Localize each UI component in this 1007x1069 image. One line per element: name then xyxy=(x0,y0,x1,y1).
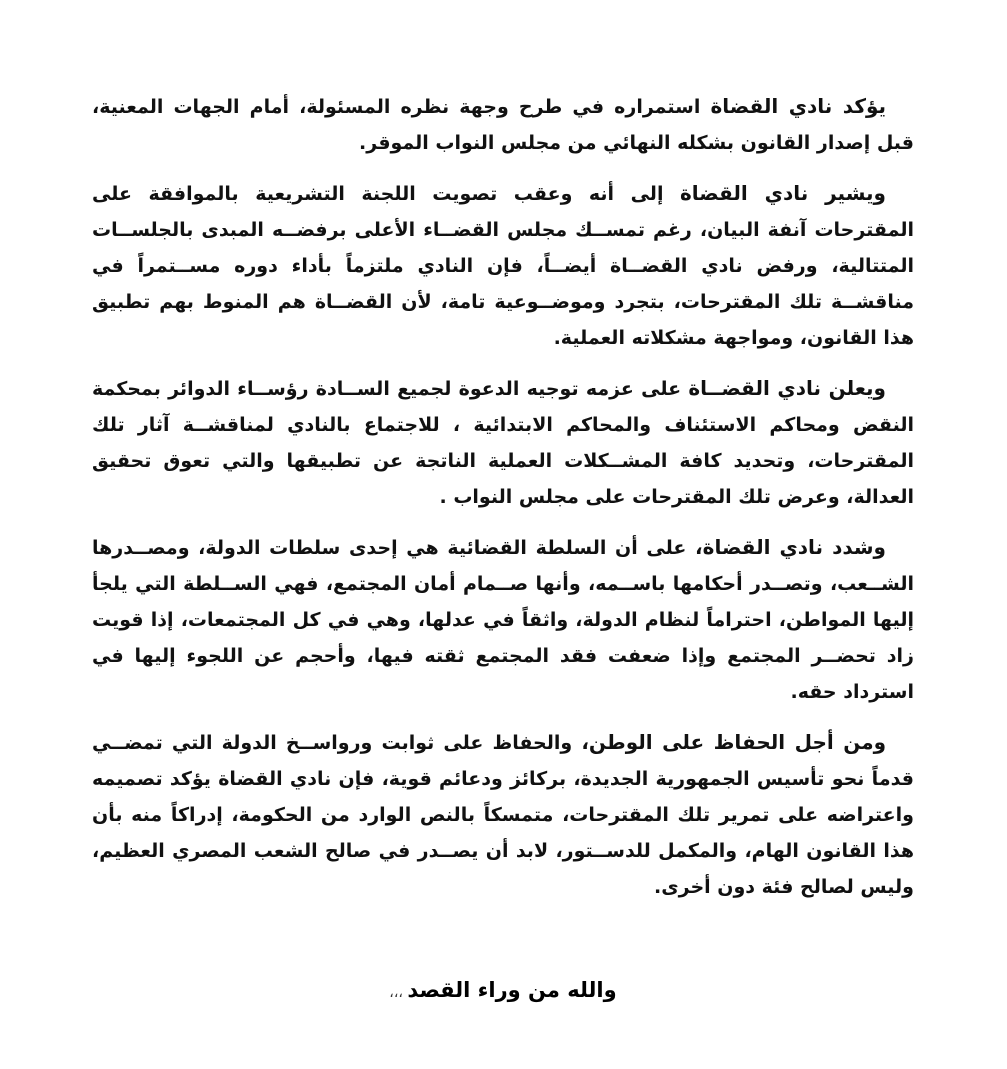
closing-text: والله من وراء القصد xyxy=(407,978,617,1002)
paragraph-2 xyxy=(92,175,914,356)
closing-line xyxy=(92,972,914,1011)
paragraph-5-lead: ومن أجل الحفاظ على الوطن، xyxy=(581,730,887,754)
paragraph-3-text: على عزمه توجيه الدعوة لجميع الســادة رؤســاء الدوائر بمحكمة النقض ومحاكم الاستئناف والمحاكم الابتدائية ، للاجتماع بالنادي لمناقشــة آثار تلك المقترحات، وتحديد كافة المشــكلات العملية الناتجة عن تطبيقها والتي تعوق تحقيق العدالة، وعرض تلك المقترحات على مجلس النواب . xyxy=(92,378,914,508)
paragraph-4 xyxy=(92,529,914,710)
paragraph-2-lead: ويشير نادي القضاة xyxy=(679,181,886,205)
closing-mark: ،،، xyxy=(389,985,408,1001)
statement-body xyxy=(92,88,914,905)
paragraph-1 xyxy=(92,88,914,161)
paragraph-5 xyxy=(92,724,914,905)
paragraph-2-text: إلى أنه وعقب تصويت اللجنة التشريعية بالموافقة على المقترحات آنفة البيان، رغم تمســك مجلس القضــاء الأعلى برفضــه المبدى بالجلســات المتتالية، ورفض نادي القضــاة أيضــاً، فإن النادي ملتزماً بأداء دوره مســتمراً في مناقشــة تلك المقترحات، بتجرد وموضــوعية تامة، لأن القضــاة هم المنوط بهم تطبيق هذا القانون، ومواجهة مشكلاته العملية. xyxy=(92,183,914,349)
paragraph-5-text: والحفاظ على ثوابت ورواســخ الدولة التي تمضــي قدماً نحو تأسيس الجمهورية الجديدة، بركائز ودعائم قوية، فإن نادي القضاة يؤكد تصميمه واعتراضه على تمرير تلك المقترحات، متمسكاً بالنص الوارد من الحكومة، إدراكاً منه بأن هذا القانون الهام، والمكمل للدســتور، لابد أن يصــدر في صالح الشعب المصري العظيم، وليس لصالح فئة دون أخرى. xyxy=(92,732,914,898)
paragraph-4-lead: وشدد نادي القضاة، xyxy=(695,535,886,559)
paragraph-4-text: على أن السلطة القضائية هي إحدى سلطات الدولة، ومصــدرها الشــعب، وتصــدر أحكامها باســمه، وأنها صــمام أمان المجتمع، فهي الســلطة التي يلجأ إليها المواطن، احتراماً لنظام الدولة، واثقاً في عدلها، وهي في كل المجتمعات، إذا قويت زاد تحضــر المجتمع وإذا ضعفت فقد المجتمع ثقته فيها، وأحجم عن اللجوء إليها في استرداد حقه. xyxy=(92,537,914,703)
paragraph-3 xyxy=(92,370,914,515)
paragraph-3-lead: ويعلن نادي القضــاة xyxy=(688,376,886,400)
paragraph-1-lead: يؤكد نادي القضاة xyxy=(710,94,886,118)
paragraph-1-text: استمراره في طرح وجهة نظره المسئولة، أمام الجهات المعنية، قبل إصدار القانون بشكله النهائي من مجلس النواب الموقر. xyxy=(92,96,914,154)
